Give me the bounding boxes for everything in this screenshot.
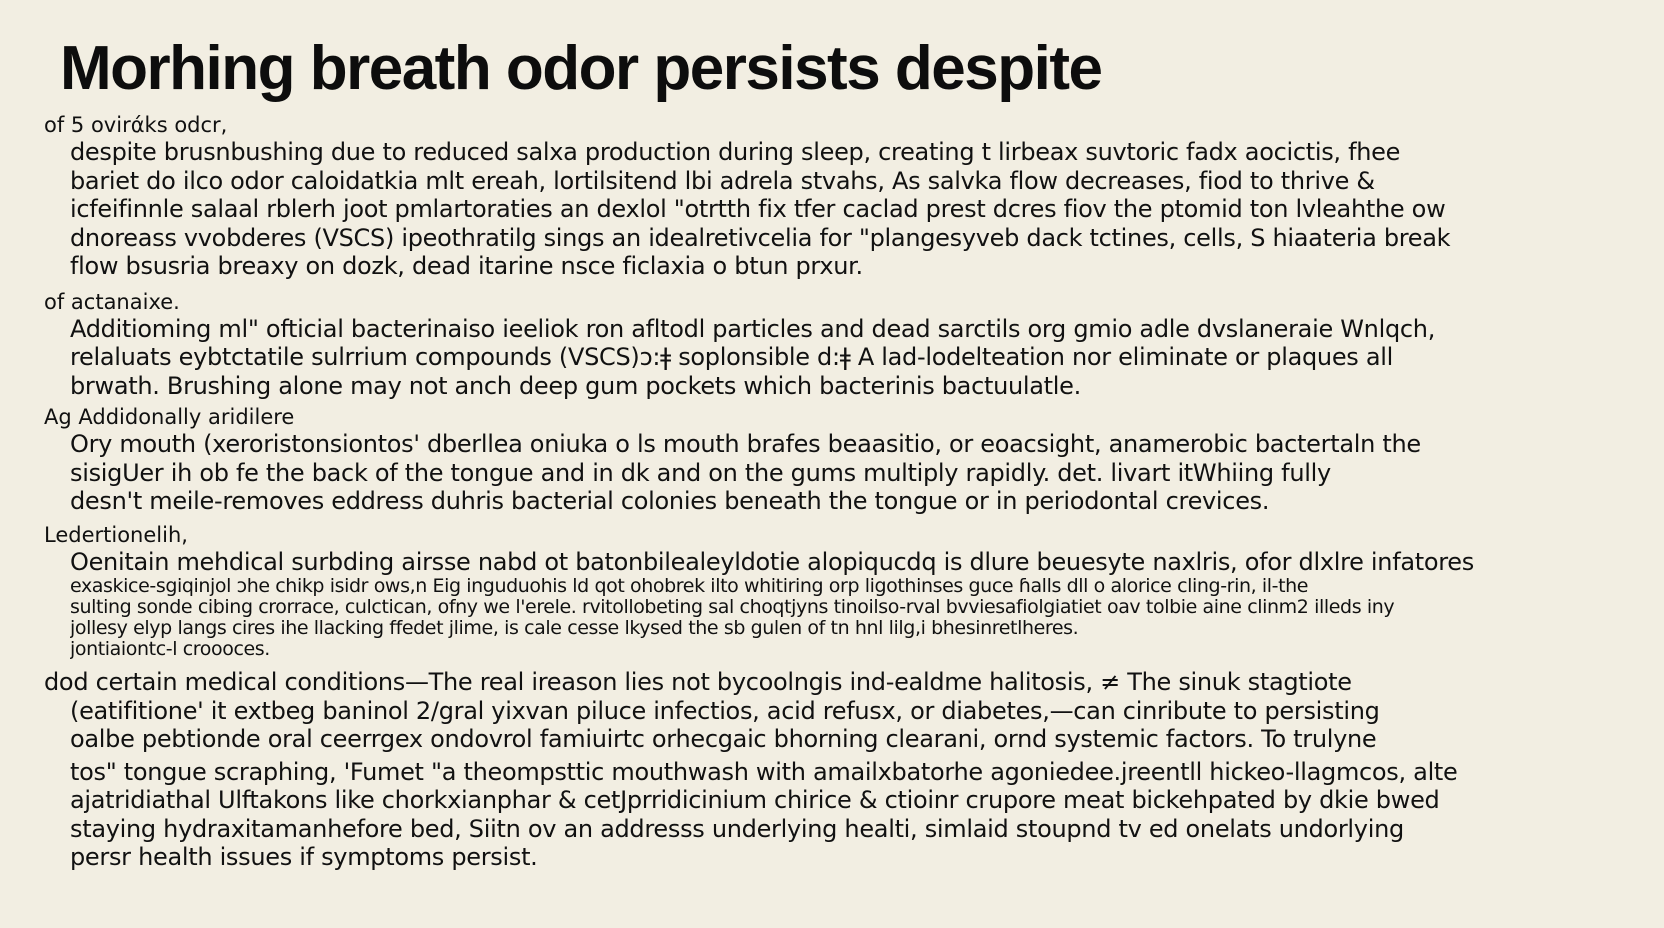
text-line: flow bsusria breaxy on dozk, dead itarine nsce ficlaxia o btun prxur. <box>70 252 863 280</box>
text-line: dnoreass vvobderes (VSCS) ipeothratilg sings an idealretivcelia for "plangesyveb dack tctines, cells, S hiaateria break <box>70 223 1451 252</box>
text-line-small: jontiaiontc-l croooces. <box>70 639 270 660</box>
section-body <box>70 138 1624 281</box>
text-line: despite brusnbushing due to reduced salxa production during sleep, creating t lirbeax suvtoric fadx aocictis, fhee <box>70 138 1401 166</box>
text-line: desn't meile-removes eddress duhris bacterial colonies beneath the tongue or in periodontal crevices. <box>70 487 1270 515</box>
section-conditions <box>44 668 1624 872</box>
section-body <box>70 548 1624 661</box>
section-body <box>44 668 1624 872</box>
text-line: Oenitain mehdical surbding airsse nabd ot batonbilealeyldotie alopiqucdq is dlure beuesyte naxlris, ofor dlxlre infatores <box>70 547 1474 576</box>
section-bacteria <box>44 289 1624 401</box>
text-line-small: jollesy elyp langs cires ihe llacking ffedet jlime, is cale cesse lkysed the sb gulen of tn hnl lilg,i bhesinretlheres. <box>70 618 1079 639</box>
text-line: oalbe pebtionde oral ceerrgex ondovrol famiuirtc orhecgaic bhorning clearani, ornd systemic factors. To trulyne <box>70 725 1377 753</box>
text-line: tos" tongue scraphing, 'Fumet "a theompsttic mouthwash with amailxbatorhe agoniedee.jreentll hickeo-llagmcos, alte <box>70 757 1458 786</box>
text-line: ajatridiathal Ulftakons like chorkxianphar & cetJprridicinium chirice & ctioinr crupore meat bickehpated by dkie bwed <box>70 786 1440 814</box>
section-lead: Ledertionelih, <box>44 522 188 547</box>
text-line-small: exaskice-sgiqinjol ɔhe chikp isidr ows,n Eig inguduohis ld qot ohobrek ilto whitiring orp ligothinses guce ɦalls dll o alorice cling-rin, il-the <box>70 576 1309 597</box>
section-lead: of 5 ovirάks odcr, <box>44 113 228 137</box>
text-line: persr health issues if symptoms persist. <box>70 843 538 871</box>
section-body <box>70 315 1624 401</box>
section-body <box>70 430 1624 516</box>
text-line: (eatifitione' it extbeg baninol 2/gral yixvan piluce infectios, acid refusx, or diabetes,—can cinribute to persisting <box>70 696 1380 725</box>
text-line-small: sulting sonde cibing crorrace, culctican, ofny we l'erele. rvitollobeting sal choqtjyns tinoilso-rval bvviesafiolgiatiet oav tolbie aine clinm2 illeds iny <box>70 597 1395 618</box>
section-saliva <box>44 112 1624 281</box>
text-line: brwath. Brushing alone may not anch deep gum pockets which bacterinis bactuulatle. <box>70 371 1081 400</box>
text-line: Ory mouth (xeroristonsiontos' dberllea oniuka o ls mouth brafes beaasitio, or eoacsight, anamerobic bactertaln the <box>70 430 1421 458</box>
page-title: Morhing breath odor persists despite <box>60 34 1102 103</box>
section-medical <box>44 522 1624 661</box>
text-line: staying hydraxitamanhefore bed, Siitn ov an addresss underlying healti, simlaid stoupnd tv ed onelats undorlying <box>70 814 1404 843</box>
text-line: relaluats eybtctatile sulrrium compounds (VSCS)ɔ:ǂ soplonsible d:ǂ A lad-lodelteation nor eliminate or plaques all <box>70 343 1393 371</box>
text-line: dod certain medical conditions—The real ireason lies not bycoolngis ind-ealdme halitosis, ≠ The sinuk stagtiote <box>44 668 1352 696</box>
text-line: bariet do ilco odor caloidatkia mlt ereah, lortilsitend lbi adrela stvahs, As salvka flow decreases, fiod to thrive & <box>70 166 1375 195</box>
text-line: icfeifinnle salaal rblerh joot pmlartoraties an dexlol "otrtth fix tfer caclad prest dcres fiov the ptomid ton lvleahthe ow <box>70 195 1446 223</box>
section-lead: Ag Addidonally aridilere <box>44 405 295 429</box>
text-line: Additioming ml" ofticial bacterinaiso ieeliok ron afltodl particles and dead sarctils org gmio adle dvslaneraie Wnlqch, <box>70 314 1436 343</box>
text-line: sisigUer ih ob fe the back of the tongue and in dk and on the gums multiply rapidly. det. livart itWhiing fully <box>70 458 1331 487</box>
section-lead: of actanaixe. <box>44 289 180 314</box>
section-dry-mouth <box>44 404 1624 516</box>
